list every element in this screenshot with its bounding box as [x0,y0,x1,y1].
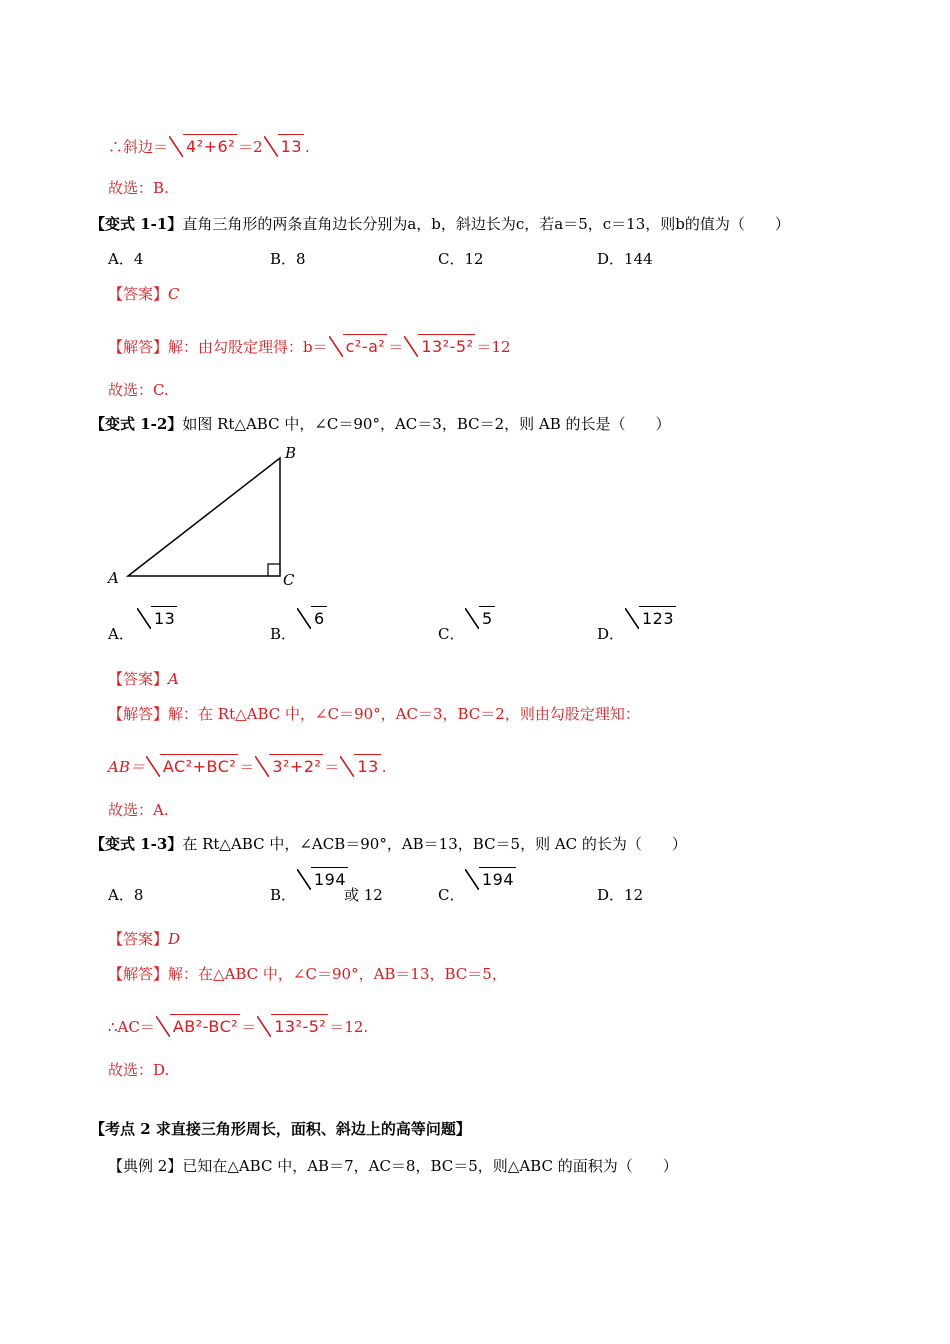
text: ∴斜边＝ [108,138,169,156]
variant-1-1-question [90,214,790,234]
text: ＝ [239,758,255,776]
vertex-b-label: B [285,444,297,462]
sqrt [146,754,238,777]
radicand: 13 [354,754,380,777]
choice-b-tail: 或 12 [344,886,383,904]
hypotenuse-line [108,134,310,157]
select-line: 故选：B. [108,179,169,197]
variant-title: 【变式 1-1】 [90,215,183,233]
radicand: 6 [311,606,327,629]
variant-title: 【变式 1-3】 [90,835,183,853]
radicand: 5 [479,606,495,629]
text: . [381,758,387,776]
radicand: c²-a² [343,334,388,357]
sqrt [156,1014,240,1037]
select-line: 故选：C. [108,381,169,399]
text: 解：在△ABC 中，∠C＝90°，AB＝13，BC＝5， [168,965,507,983]
choice-c-sqrt [464,867,517,890]
sqrt [404,334,475,357]
sqrt [255,754,323,777]
choice-b-sqrt [296,867,349,890]
solution-tag: 【解答】 [108,965,169,983]
choice-d-sqrt [624,606,677,629]
choice-b: B． [270,625,297,643]
choice-d: D． [597,625,625,643]
answer-line [108,669,179,689]
solution-tag: 【解答】 [108,338,169,356]
variant-1-3-question [90,834,687,854]
example-tag: 【典例 2】 [108,1157,183,1175]
sqrt [329,334,388,357]
choice-d: D．12 [597,886,644,904]
right-triangle-figure [100,440,320,595]
text: ＝ [241,1018,257,1036]
choice-b: B．8 [270,250,306,268]
sqrt [340,754,380,777]
sqrt [465,867,516,890]
radicand: 13 [151,606,177,629]
text: ＝ [388,338,404,356]
choice-b-sqrt [296,606,328,629]
text: 解：由勾股定理得：b＝ [168,338,328,356]
select-line: 故选：A. [108,801,169,819]
choice-b: B． [270,886,297,904]
answer-tag: 【答案】 [108,670,169,688]
right-angle-mark [268,564,280,576]
sqrt [169,134,237,157]
formula-line [108,754,387,777]
select-line: 故选：D. [108,1061,170,1079]
answer-value: A [168,670,179,688]
radicand: 4²+6² [183,134,237,157]
question-text: 直角三角形的两条直角边长分别为a，b，斜边长为c，若a＝5，c＝13，则b的值为（ ） [182,215,790,233]
choice-c: C． [438,886,465,904]
text: ∴AC＝ [108,1018,155,1036]
choice-a-sqrt [136,606,178,629]
radicand: 3²+2² [269,754,323,777]
triangle-shape [128,458,280,576]
choice-c: C． [438,625,465,643]
formula-line [108,1014,368,1037]
sqrt [257,1014,328,1037]
answer-tag: 【答案】 [108,285,169,303]
sqrt [137,606,177,629]
question-text: 已知在△ABC 中，AB＝7，AC＝8，BC＝5，则△ABC 的面积为（ ） [182,1157,678,1175]
vertex-a-label: A [108,569,119,587]
variant-title: 【变式 1-2】 [90,415,183,433]
radicand: 123 [639,606,676,629]
text: . [305,138,310,156]
radicand: 13 [278,134,304,157]
sqrt [297,606,327,629]
choice-a: A．4 [108,250,144,268]
answer-value: C [168,285,180,303]
answer-line [108,929,180,949]
solution-line [108,704,640,724]
sqrt [264,134,304,157]
answer-tag: 【答案】 [108,930,169,948]
vertex-c-label: C [283,571,295,589]
example-2-question [108,1156,678,1176]
text: ＝12 [476,338,511,356]
question-text: 如图 Rt△ABC 中，∠C＝90°，AC＝3，BC＝2，则 AB 的长是（ ） [182,415,671,433]
text: AB＝ [108,758,145,776]
text: ＝ [324,758,340,776]
text: ＝2 [238,138,263,156]
choice-a: A．8 [108,886,144,904]
solution-tag: 【解答】 [108,705,169,723]
sqrt [297,867,348,890]
choice-c: C．12 [438,250,484,268]
text: ＝12. [329,1018,369,1036]
solution-line [108,964,507,984]
section-heading: 【考点 2 求直接三角形周长，面积、斜边上的高等问题】 [90,1120,471,1138]
sqrt [625,606,676,629]
choice-c-sqrt [464,606,496,629]
radicand: 194 [311,867,348,890]
radicand: AB²-BC² [170,1014,240,1037]
solution-line [108,334,511,357]
answer-value: D [168,930,181,948]
answer-line [108,284,180,304]
question-text: 在 Rt△ABC 中，∠ACB＝90°，AB＝13，BC＝5，则 AC 的长为（ ） [182,835,687,853]
radicand: 13²-5² [418,334,475,357]
radicand: 13²-5² [271,1014,328,1037]
text: 解：在 Rt△ABC 中，∠C＝90°，AC＝3，BC＝2，则由勾股定理知： [168,705,640,723]
sqrt [465,606,495,629]
radicand: AC²+BC² [160,754,238,777]
choice-a: A． [108,625,134,643]
variant-1-2-question [90,414,671,434]
choice-d: D．144 [597,250,653,268]
radicand: 194 [479,867,516,890]
